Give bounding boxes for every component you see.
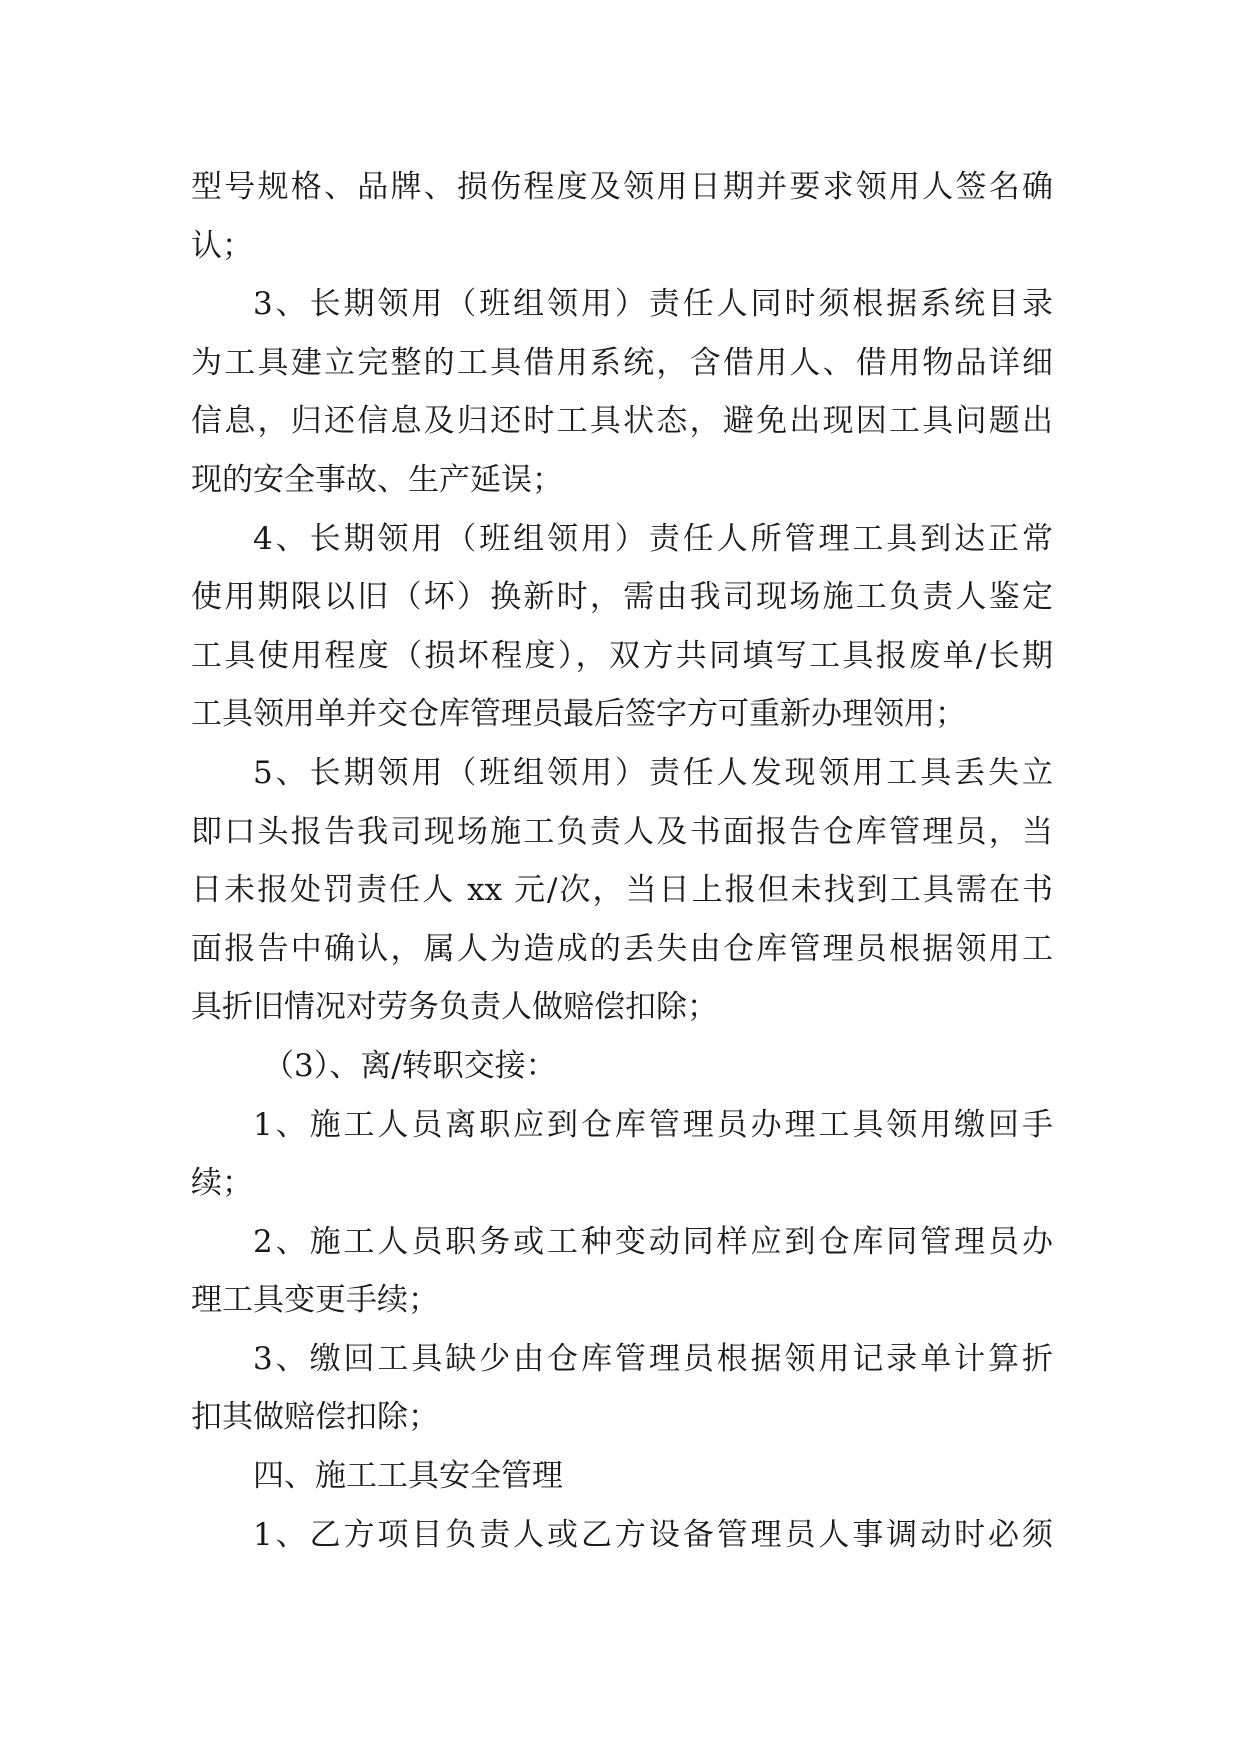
text-line: 1、乙方项目负责人或乙方设备管理员人事调动时必须 [253,1516,1053,1553]
text-line: 面报告中确认，属人为造成的丢失由仓库管理员根据领用工 [191,930,1053,967]
text-line: 型号规格、品牌、损伤程度及领用日期并要求领用人签名确 [191,169,1053,205]
text-line: 四、施工工具安全管理 [253,1458,563,1495]
text-line: 工具领用单并交仓库管理员最后签字方可重新办理领用； [191,696,966,733]
text-line: 3、长期领用（班组领用）责任人同时须根据系统目录 [253,286,1053,323]
text-line: 2、施工人员职务或工种变动同样应到仓库同管理员办 [253,1223,1053,1260]
text-line: 为工具建立完整的工具借用系统，含借用人、借用物品详细 [191,344,1053,381]
text-line: 理工具变更手续； [191,1282,439,1319]
text-line: 续； [191,1165,253,1202]
text-line: 现的安全事故、生产延误； [191,461,563,498]
text-line: 3、缴回工具缺少由仓库管理员根据领用记录单计算折 [253,1340,1053,1377]
text-line: 扣其做赔偿扣除； [191,1399,439,1436]
text-line: 即口头报告我司现场施工负责人及书面报告仓库管理员，当 [191,813,1053,850]
text-line: 5、长期领用（班组领用）责任人发现领用工具丢失立 [253,754,1053,791]
document-body [191,158,1053,1564]
text-line: 1、施工人员离职应到仓库管理员办理工具领用缴回手 [253,1106,1053,1143]
text-line: 信息，归还信息及归还时工具状态，避免出现因工具问题出 [191,403,1053,440]
text-line: 日未报处罚责任人 xx 元/次，当日上报但未找到工具需在书 [191,872,1053,909]
text-line: 具折旧情况对劳务负责人做赔偿扣除； [191,989,718,1026]
text-line: 工具使用程度（损坏程度），双方共同填写工具报废单/长期 [191,637,1053,674]
text-line: （3）、离/转职交接： [263,1047,557,1084]
text-line: 4、长期领用（班组领用）责任人所管理工具到达正常 [253,520,1053,557]
text-line: 使用期限以旧（坏）换新时，需由我司现场施工负责人鉴定 [191,579,1053,616]
text-line: 认； [191,227,253,264]
